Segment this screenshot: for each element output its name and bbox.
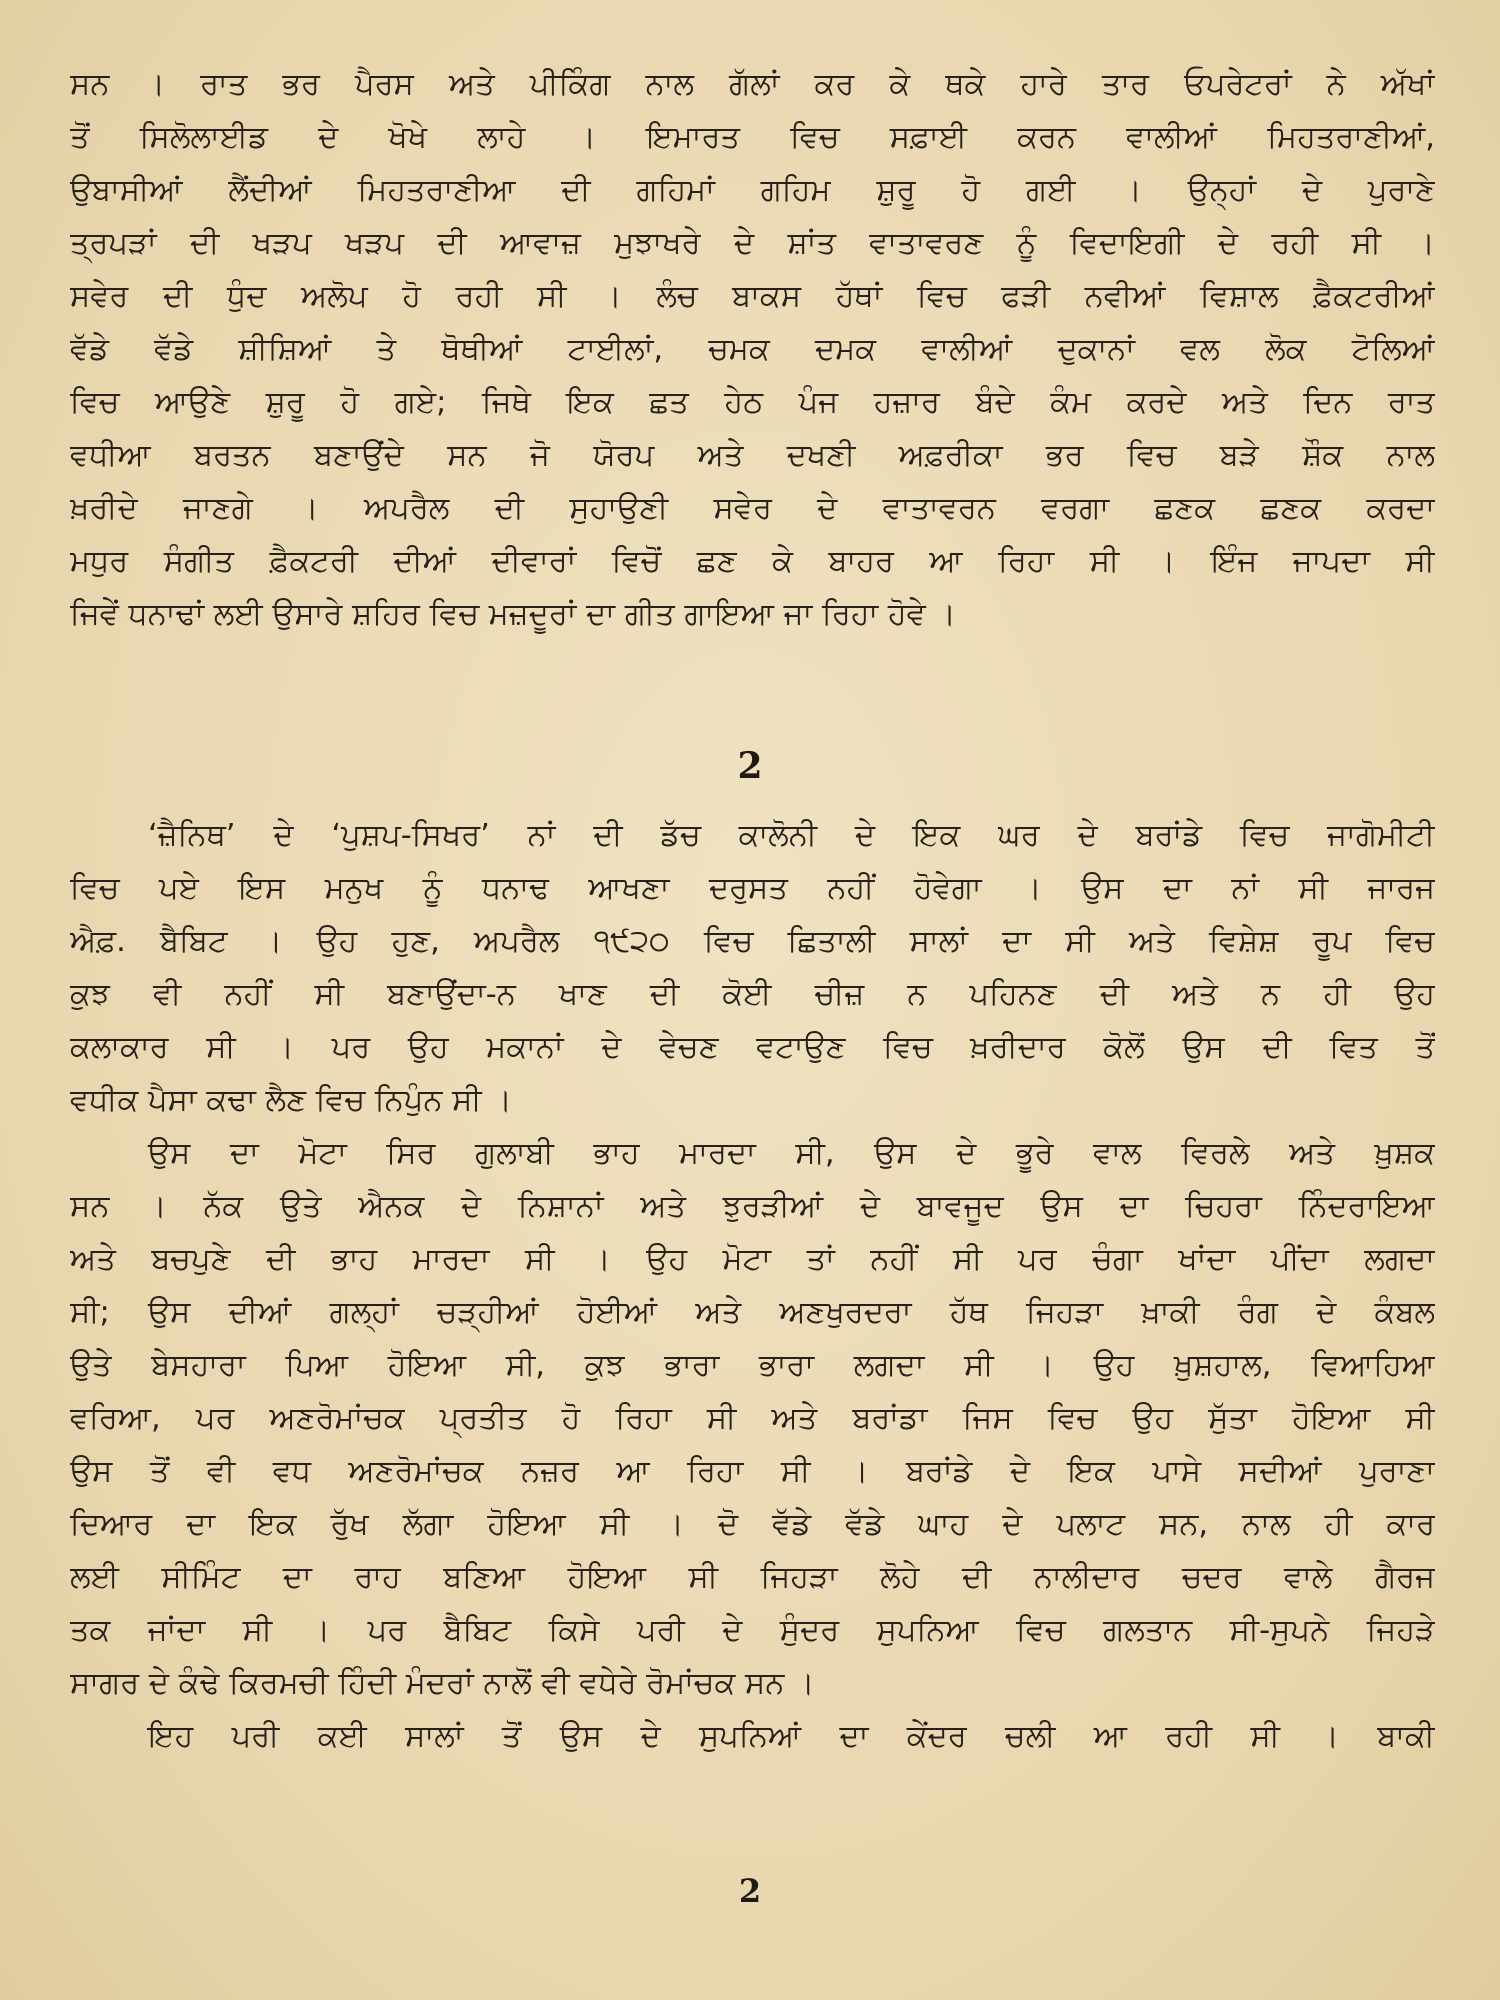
text-line: ਖ਼ਰੀਦੇ ਜਾਣਗੇ । ਅਪਰੈਲ ਦੀ ਸੁਹਾਉਣੀ ਸਵੇਰ ਦੇ ਵਾਤਾਵਰਨ ਵਰਗਾ ਛਣਕ ਛਣਕ ਕਰਦਾ — [70, 491, 1435, 526]
text-line: ਸੀ; ਉਸ ਦੀਆਂ ਗਲ੍ਹਾਂ ਚੜ੍ਹੀਆਂ ਹੋਈਆਂ ਅਤੇ ਅਣਖੁਰਦਰਾ ਹੱਥ ਜਿਹੜਾ ਖ਼ਾਕੀ ਰੰਗ ਦੇ ਕੰਬਲ — [70, 1295, 1435, 1330]
text-line: ਵਧੀਆ ਬਰਤਨ ਬਣਾਉਂਦੇ ਸਨ ਜੋ ਯੋਰਪ ਅਤੇ ਦਖਣੀ ਅਫ਼ਰੀਕਾ ਭਰ ਵਿਚ ਬੜੇ ਸ਼ੌਕ ਨਾਲ — [70, 438, 1435, 473]
section-number: 2 — [737, 745, 763, 787]
chapter-body — [70, 809, 1435, 1763]
paragraph-3 — [70, 1710, 1435, 1763]
text-line: ‘ਜ਼ੈਨਿਥ’ ਦੇ ‘ਪੁਸ਼ਪ-ਸਿਖਰ’ ਨਾਂ ਦੀ ਡੱਚ ਕਾਲੋਨੀ ਦੇ ਇਕ ਘਰ ਦੇ ਬਰਾਂਡੇ ਵਿਚ ਜਾਗੋਮੀਟੀ — [148, 818, 1435, 853]
text-line: ਵਿਚ ਆਉਣੇ ਸ਼ੁਰੂ ਹੋ ਗਏ; ਜਿਥੇ ਇਕ ਛਤ ਹੇਠ ਪੰਜ ਹਜ਼ਾਰ ਬੰਦੇ ਕੰਮ ਕਰਦੇ ਅਤੇ ਦਿਨ ਰਾਤ — [70, 385, 1435, 420]
text-line: ਤੋਂ ਸਿਲੋਲਾਈਡ ਦੇ ਖੋਖੇ ਲਾਹੇ । ਇਮਾਰਤ ਵਿਚ ਸਫ਼ਾਈ ਕਰਨ ਵਾਲੀਆਂ ਮਿਹਤਰਾਣੀਆਂ, — [70, 120, 1435, 155]
text-line: ਮਧੁਰ ਸੰਗੀਤ ਫ਼ੈਕਟਰੀ ਦੀਆਂ ਦੀਵਾਰਾਂ ਵਿਚੋਂ ਛਣ ਕੇ ਬਾਹਰ ਆ ਰਿਹਾ ਸੀ । ਇੰਜ ਜਾਪਦਾ ਸੀ — [70, 544, 1435, 579]
text-line: ਉਸ ਦਾ ਮੋਟਾ ਸਿਰ ਗੁਲਾਬੀ ਭਾਹ ਮਾਰਦਾ ਸੀ, ਉਸ ਦੇ ਭੂਰੇ ਵਾਲ ਵਿਰਲੇ ਅਤੇ ਖ਼ੁਸ਼ਕ — [148, 1136, 1435, 1171]
paragraph-1 — [70, 809, 1435, 1127]
page-number: 2 — [738, 1872, 762, 1910]
text-line: ਵਿਚ ਪਏ ਇਸ ਮਨੁਖ ਨੂੰ ਧਨਾਢ ਆਖਣਾ ਦਰੁਸਤ ਨਹੀਂ ਹੋਵੇਗਾ । ਉਸ ਦਾ ਨਾਂ ਸੀ ਜਾਰਜ — [70, 871, 1435, 906]
text-line: ਇਹ ਪਰੀ ਕਈ ਸਾਲਾਂ ਤੋਂ ਉਸ ਦੇ ਸੁਪਨਿਆਂ ਦਾ ਕੇਂਦਰ ਚਲੀ ਆ ਰਹੀ ਸੀ । ਬਾਕੀ — [148, 1719, 1435, 1754]
text-line: ਕੁਝ ਵੀ ਨਹੀਂ ਸੀ ਬਣਾਉਂਦਾ-ਨ ਖਾਣ ਦੀ ਕੋਈ ਚੀਜ਼ ਨ ਪਹਿਨਣ ਦੀ ਅਤੇ ਨ ਹੀ ਉਹ — [70, 977, 1435, 1012]
text-line: ਤ੍ਰਪੜਾਂ ਦੀ ਖੜਪ ਖੜਪ ਦੀ ਆਵਾਜ਼ ਮੁਝਾਖਰੇ ਦੇ ਸ਼ਾਂਤ ਵਾਤਾਵਰਣ ਨੂੰ ਵਿਦਾਇਗੀ ਦੇ ਰਹੀ ਸੀ । — [70, 226, 1435, 261]
paragraph-intro — [70, 58, 1435, 641]
text-line: ਸਵੇਰ ਦੀ ਧੁੰਦ ਅਲੋਪ ਹੋ ਰਹੀ ਸੀ । ਲੰਚ ਬਾਕਸ ਹੱਥਾਂ ਵਿਚ ਫੜੀ ਨਵੀਆਂ ਵਿਸ਼ਾਲ ਫ਼ੈਕਟਰੀਆਂ — [70, 279, 1435, 314]
text-line: ਵੱਡੇ ਵੱਡੇ ਸ਼ੀਸ਼ਿਆਂ ਤੇ ਥੋਥੀਆਂ ਟਾਈਲਾਂ, ਚਮਕ ਦਮਕ ਵਾਲੀਆਂ ਦੁਕਾਨਾਂ ਵਲ ਲੋਕ ਟੋਲਿਆਂ — [70, 332, 1435, 367]
text-line: ਕਲਾਕਾਰ ਸੀ । ਪਰ ਉਹ ਮਕਾਨਾਂ ਦੇ ਵੇਚਣ ਵਟਾਉਣ ਵਿਚ ਖ਼ਰੀਦਾਰ ਕੋਲੋਂ ਉਸ ਦੀ ਵਿਤ ਤੋਂ — [70, 1030, 1435, 1065]
text-line: ਸਨ । ਨੱਕ ਉਤੇ ਐਨਕ ਦੇ ਨਿਸ਼ਾਨਾਂ ਅਤੇ ਝੁਰੜੀਆਂ ਦੇ ਬਾਵਜੂਦ ਉਸ ਦਾ ਚਿਹਰਾ ਨਿੰਦਰਾਇਆ — [70, 1189, 1435, 1224]
text-line: ਐਫ਼. ਬੈਬਿਟ । ਉਹ ਹੁਣ, ਅਪਰੈਲ ੧੯੨੦ ਵਿਚ ਛਿਤਾਲੀ ਸਾਲਾਂ ਦਾ ਸੀ ਅਤੇ ਵਿਸ਼ੇਸ਼ ਰੂਪ ਵਿਚ — [70, 924, 1435, 959]
text-line: ਲਈ ਸੀਮਿੰਟ ਦਾ ਰਾਹ ਬਣਿਆ ਹੋਇਆ ਸੀ ਜਿਹੜਾ ਲੋਹੇ ਦੀ ਨਾਲੀਦਾਰ ਚਦਰ ਵਾਲੇ ਗੈਰਜ — [70, 1560, 1435, 1595]
text-line: ਉਤੇ ਬੇਸਹਾਰਾ ਪਿਆ ਹੋਇਆ ਸੀ, ਕੁਝ ਭਾਰਾ ਭਾਰਾ ਲਗਦਾ ਸੀ । ਉਹ ਖ਼ੁਸ਼ਹਾਲ, ਵਿਆਹਿਆ — [70, 1348, 1435, 1383]
text-line: ਵਧੀਕ ਪੈਸਾ ਕਢਾ ਲੈਣ ਵਿਚ ਨਿਪੁੰਨ ਸੀ । — [70, 1083, 512, 1118]
text-line: ਉਬਾਸੀਆਂ ਲੈਂਦੀਆਂ ਮਿਹਤਰਾਣੀਆ ਦੀ ਗਹਿਮਾਂ ਗਹਿਮ ਸ਼ੁਰੂ ਹੋ ਗਈ । ਉਨ੍ਹਾਂ ਦੇ ਪੁਰਾਣੇ — [70, 173, 1435, 208]
text-line: ਵਰਿਆ, ਪਰ ਅਣਰੋਮਾਂਚਕ ਪ੍ਰਤੀਤ ਹੋ ਰਿਹਾ ਸੀ ਅਤੇ ਬਰਾਂਡਾ ਜਿਸ ਵਿਚ ਉਹ ਸੁੱਤਾ ਹੋਇਆ ਸੀ — [70, 1401, 1435, 1436]
text-line: ਦਿਆਰ ਦਾ ਇਕ ਰੁੱਖ ਲੱਗਾ ਹੋਇਆ ਸੀ । ਦੋ ਵੱਡੇ ਵੱਡੇ ਘਾਹ ਦੇ ਪਲਾਟ ਸਨ, ਨਾਲ ਹੀ ਕਾਰ — [70, 1507, 1435, 1542]
text-line: ਅਤੇ ਬਚਪੁਣੇ ਦੀ ਭਾਹ ਮਾਰਦਾ ਸੀ । ਉਹ ਮੋਟਾ ਤਾਂ ਨਹੀਂ ਸੀ ਪਰ ਚੰਗਾ ਖਾਂਦਾ ਪੀਂਦਾ ਲਗਦਾ — [70, 1242, 1435, 1277]
text-line: ਜਿਵੇਂ ਧਨਾਢਾਂ ਲਈ ਉਸਾਰੇ ਸ਼ਹਿਰ ਵਿਚ ਮਜ਼ਦੂਰਾਂ ਦਾ ਗੀਤ ਗਾਇਆ ਜਾ ਰਿਹਾ ਹੋਵੇ । — [70, 597, 956, 632]
paragraph-2 — [70, 1127, 1435, 1710]
text-line: ਉਸ ਤੋਂ ਵੀ ਵਧ ਅਣਰੋਮਾਂਚਕ ਨਜ਼ਰ ਆ ਰਿਹਾ ਸੀ । ਬਰਾਂਡੇ ਦੇ ਇਕ ਪਾਸੇ ਸਦੀਆਂ ਪੁਰਾਣਾ — [70, 1454, 1435, 1489]
text-line: ਤਕ ਜਾਂਦਾ ਸੀ । ਪਰ ਬੈਬਿਟ ਕਿਸੇ ਪਰੀ ਦੇ ਸੁੰਦਰ ਸੁਪਨਿਆ ਵਿਚ ਗਲਤਾਨ ਸੀ-ਸੁਪਨੇ ਜਿਹੜੇ — [70, 1613, 1435, 1648]
text-line: ਸਾਗਰ ਦੇ ਕੰਢੇ ਕਿਰਮਚੀ ਹਿੰਦੀ ਮੰਦਰਾਂ ਨਾਲੋਂ ਵੀ ਵਧੇਰੇ ਰੋਮਾਂਚਕ ਸਨ । — [70, 1666, 815, 1701]
text-line: ਸਨ । ਰਾਤ ਭਰ ਪੈਰਸ ਅਤੇ ਪੀਕਿੰਗ ਨਾਲ ਗੱਲਾਂ ਕਰ ਕੇ ਥਕੇ ਹਾਰੇ ਤਾਰ ਓਪਰੇਟਰਾਂ ਨੇ ਅੱਖਾਂ — [70, 67, 1435, 102]
